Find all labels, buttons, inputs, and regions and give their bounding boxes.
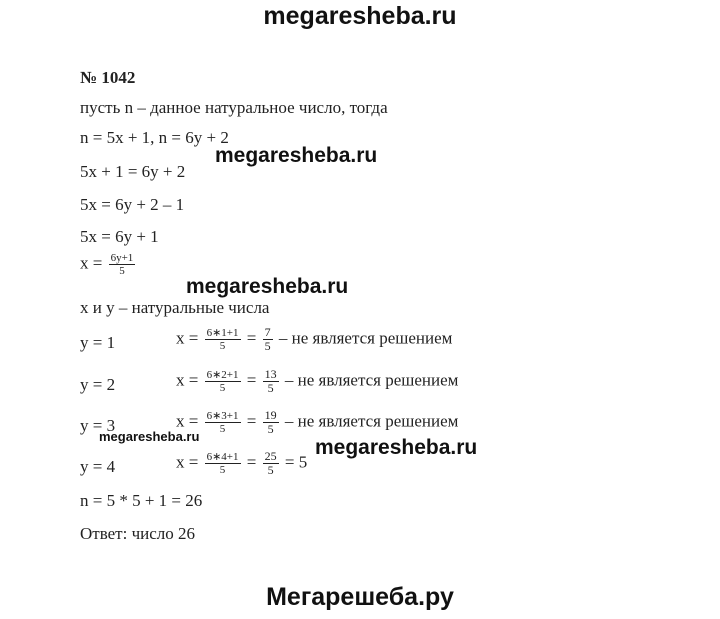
case-suffix: – не является решением [284, 370, 459, 390]
x-prefix: x = [80, 253, 103, 273]
case-suffix: = 5 [284, 452, 308, 472]
x-fraction [109, 252, 136, 277]
case-result-fraction [263, 450, 279, 477]
problem-number: № 1042 [80, 68, 136, 87]
case-equals: = [246, 411, 257, 431]
equation-line-3: 5x = 6y + 2 – 1 [80, 195, 185, 214]
case-equals: = [246, 452, 257, 472]
case-result-denominator: 5 [267, 381, 274, 395]
case-fraction [205, 410, 241, 435]
case-x-prefix: x = [176, 328, 199, 348]
case-result-denominator: 5 [267, 463, 274, 477]
intro-line: пусть n – данное натуральное число, тогда [80, 98, 388, 117]
case-suffix: – не является решением [284, 411, 459, 431]
x-expression [80, 252, 137, 277]
case-x-prefix: x = [176, 452, 199, 472]
case-row-4-y: y = 4 [80, 457, 116, 476]
watermark-bottom: Мегарешеба.ру [266, 583, 454, 611]
x-fraction-denominator: 5 [119, 265, 125, 277]
equation-line-1: n = 5x + 1, n = 6y + 2 [80, 128, 229, 147]
answer-line: Ответ: число 26 [80, 524, 196, 543]
case-fraction [205, 451, 241, 476]
case-fraction [205, 327, 241, 352]
case-result-denominator: 5 [264, 339, 271, 353]
case-row-2-y: y = 2 [80, 375, 116, 394]
case-fraction-denominator: 5 [219, 464, 226, 476]
case-result-numerator: 13 [264, 367, 277, 381]
case-fraction-numerator: 6∗1+1 [206, 327, 239, 339]
case-fraction-numerator: 6∗4+1 [206, 451, 239, 463]
case-suffix: – не является решением [278, 328, 453, 348]
case-row-2-x [176, 368, 458, 395]
case-fraction-numerator: 6∗3+1 [206, 410, 239, 422]
case-equals: = [246, 370, 257, 390]
equation-line-4: 5x = 6y + 1 [80, 227, 159, 246]
watermark-top: megaresheba.ru [263, 2, 457, 30]
case-equals: = [246, 328, 257, 348]
case-row-3-y: y = 3 [80, 416, 116, 435]
final-equation: n = 5 * 5 + 1 = 26 [80, 491, 203, 510]
watermark-overlay-2: megaresheba.ru [186, 275, 349, 298]
case-result-denominator: 5 [267, 422, 274, 436]
case-fraction [205, 369, 241, 394]
watermark-overlay-3: megaresheba.ru [315, 436, 478, 459]
case-result-numerator: 25 [264, 449, 277, 463]
natural-numbers-line: x и y – натуральные числа [80, 298, 270, 317]
watermark-overlay-1: megaresheba.ru [215, 144, 378, 167]
case-x-prefix: x = [176, 370, 199, 390]
case-fraction-denominator: 5 [219, 340, 226, 352]
case-row-3-x [176, 409, 458, 436]
case-fraction-denominator: 5 [219, 382, 226, 394]
case-fraction-denominator: 5 [219, 423, 226, 435]
case-x-prefix: x = [176, 411, 199, 431]
case-result-numerator: 19 [264, 408, 277, 422]
case-row-1-y: y = 1 [80, 333, 116, 352]
case-result-fraction [263, 326, 273, 353]
case-row-1-x [176, 326, 452, 353]
case-fraction-numerator: 6∗2+1 [206, 369, 239, 381]
x-fraction-numerator: 6y+1 [110, 252, 134, 264]
equation-line-2: 5x + 1 = 6y + 2 [80, 162, 186, 181]
watermark-overlay-small: megaresheba.ru [99, 429, 200, 444]
case-result-fraction [263, 368, 279, 395]
case-result-fraction [263, 409, 279, 436]
case-row-4-x [176, 450, 307, 477]
case-result-numerator: 7 [264, 325, 271, 339]
